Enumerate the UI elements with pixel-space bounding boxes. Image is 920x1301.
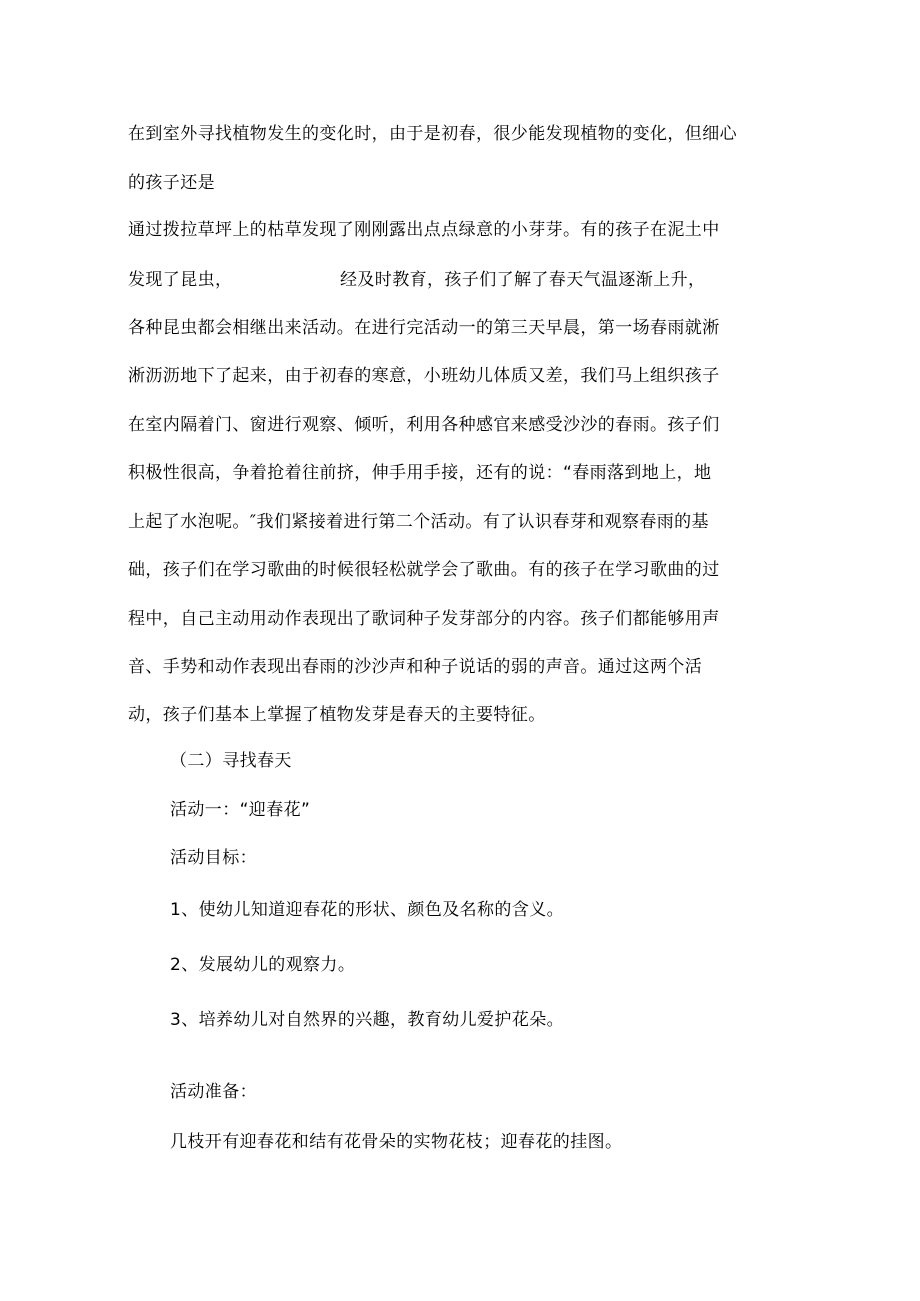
body-line: 淅沥沥地下了起来，由于初春的寒意，小班幼儿体质又差，我们马上组织孩子 (128, 366, 720, 386)
body-line: 各种昆虫都会相继出来活动。在进行完活动一的第三天早晨，第一场春雨就淅 (128, 318, 720, 338)
body-line: 音、手势和动作表现出春雨的沙沙声和种子说话的弱的声音。通过这两个活 (128, 657, 703, 677)
goal-item: 1、使幼儿知道迎春花的形状、颜色及名称的含义。 (170, 900, 565, 920)
prep-label: 活动准备： (170, 1082, 257, 1102)
body-line: 在室内隔着门、窗进行观察、倾听，利用各种感官来感受沙沙的春雨。孩子们 (128, 415, 720, 435)
prep-text: 几枝开有迎春花和结有花骨朵的实物花枝；迎春花的挂图。 (170, 1132, 623, 1152)
goal-item: 3、培养幼儿对自然界的兴趣，教育幼儿爱护花朵。 (170, 1010, 565, 1030)
body-line-split-continuation (340, 268, 705, 292)
body-line: 础，孩子们在学习歌曲的时候很轻松就学会了歌曲。有的孩子在学习歌曲的过 (128, 560, 720, 580)
goals-label: 活动目标： (170, 848, 257, 868)
body-line: 的孩子还是 (128, 173, 215, 193)
body-line: 程中，自己主动用动作表现出了歌词种子发芽部分的内容。孩子们都能够用声 (128, 609, 720, 629)
body-line: 通过拨拉草坪上的枯草发现了刚刚露出点点绿意的小芽芽。有的孩子在泥土中 (128, 220, 720, 240)
body-line: 在到室外寻找植物发生的变化时，由于是初春，很少能发现植物的变化，但细心 (128, 124, 737, 144)
split-line-right: 经及时教育，孩子们了解了春天气温逐渐上升， (340, 270, 706, 290)
split-line-left: 发现了昆虫， (128, 270, 233, 290)
body-line-split (128, 268, 232, 292)
body-line: 积极性很高，争着抢着往前挤，伸手用手接，还有的说：“春雨落到地上，地 (128, 463, 712, 483)
goal-item: 2、发展幼儿的观察力。 (170, 955, 356, 975)
body-line: 上起了水泡呢。″我们紧接着进行第二个活动。有了认识春芽和观察春雨的基 (128, 512, 709, 532)
activity-title: 活动一：“迎春花” (170, 800, 311, 820)
section-heading: （二）寻找春天 (170, 751, 292, 771)
body-line: 动，孩子们基本上掌握了植物发芽是春天的主要特征。 (128, 705, 546, 725)
